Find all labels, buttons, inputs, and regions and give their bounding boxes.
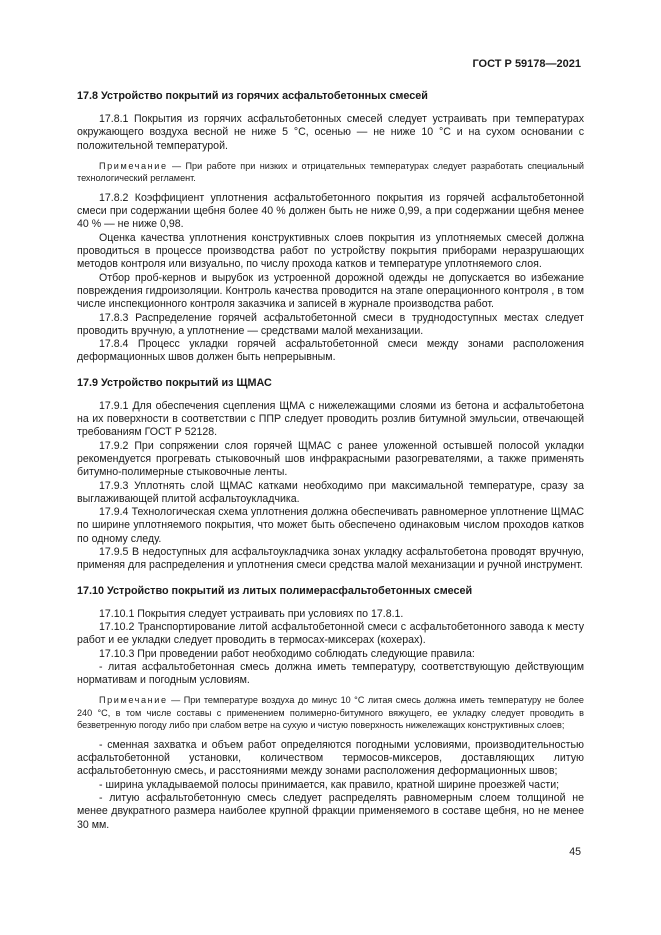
note-17-10 bbox=[77, 694, 584, 732]
paragraph-17-8-2: 17.8.2 Коэффициент уплотнения асфальтобетонного покрытия из горячей асфальтобетонной смеси при содержании щебня более 40 % должен быть не ниже 0,99, а при содержании щебня менее 40 % — не ниже 0,98. bbox=[77, 191, 584, 231]
page-number: 45 bbox=[569, 846, 581, 858]
paragraph-17-8-4: 17.8.4 Процесс укладки горячей асфальтобетонной смеси между зонами расположения деформационных швов должен быть непрерывным. bbox=[77, 338, 584, 364]
paragraph-17-8-3: 17.8.3 Распределение горячей асфальтобетонной смеси в труднодоступных местах следует проводить вручную, а уплотнение — средствами малой механизации. bbox=[77, 311, 584, 337]
note-label: Примечание bbox=[99, 160, 168, 171]
paragraph-17-9-3: 17.9.3 Уплотнять слой ЩМАС катками необходимо при максимальной температуре, сразу за выглаживающей плитой асфальтоукладчика. bbox=[77, 479, 584, 505]
section-heading-17-9: 17.9 Устройство покрытий из ЩМАС bbox=[77, 376, 272, 389]
paragraph-17-10-1: 17.10.1 Покрытия следует устраивать при условиях по 17.8.1. bbox=[99, 607, 404, 620]
document-body bbox=[77, 90, 584, 832]
paragraph-17-9-1: 17.9.1 Для обеспечения сцепления ЩМА с нижележащими слоями из бетона и асфальтобетона на их поверхности в соответствии с ППР следует проводить розлив битумной эмульсии, отвечающей требованиям ГОСТ Р 52128. bbox=[77, 399, 584, 439]
paragraph-17-9-5: 17.9.5 В недоступных для асфальтоукладчика зонах укладку асфальтобетона проводят вручную, применяя для распределения и уплотнения смеси средства малой механизации и ручной инструмент. bbox=[77, 546, 584, 572]
paragraph-17-8-1: 17.8.1 Покрытия из горячих асфальтобетонных смесей следует устраивать при температурах окружающего воздуха весной не ниже 5 °С, осенью — не ниже 10 °С и на сухом основании с положительной температурой. bbox=[77, 113, 584, 152]
list-item-work-scope: - сменная захватка и объем работ определяются погодными условиями, производительностью асфальтобетонной установки, количеством термосов-миксеров, доставляющих литую асфальтобетонную смесь, и расстояниями между зонами расположения деформационных швов; bbox=[77, 738, 584, 778]
list-item-temperature: - литая асфальтобетонная смесь должна иметь температуру, соответствующую действующим нормативам и погодным условиям. bbox=[77, 660, 584, 687]
paragraph-17-9-2: 17.9.2 При сопряжении слоя горячей ЩМАС с ранее уложенной остывшей полосой укладки рекомендуется прогревать стыковочный шов инфракрасными разогревателями, а также применять битумно-полимерные стыковочные ленты. bbox=[77, 439, 584, 479]
note-label: Примечание bbox=[99, 695, 168, 706]
note-17-8 bbox=[77, 160, 584, 185]
note-text: — При работе при низких и отрицательных температурах следует разработать специальный технологический регламент. bbox=[77, 160, 584, 184]
paragraph-17-10-2: 17.10.2 Транспортирование литой асфальтобетонной смеси с асфальтобетонного завода к месту работ и ее укладки следует проводить в термосах-миксерах (кохерах). bbox=[77, 620, 584, 647]
list-item-layer-thickness: - литую асфальтобетонную смесь следует распределять равномерным слоем толщиной не менее двукратного размера наиболее крупной фракции применяемого в составе щебня, но не менее 30 мм. bbox=[77, 792, 584, 831]
paragraph-17-10-3: 17.10.3 При проведении работ необходимо соблюдать следующие правила: bbox=[99, 647, 475, 660]
note-text: — При температуре воздуха до минус 10 °С литая смесь должна иметь температуру не более 240 °С, в том числе составы с применением полимерно-битумного вяжущего, ее укладку следует проводить в безветренную погоду либо при слабом ветре на сухую и чистую поверхность нижележащих конструктивных слоев; bbox=[77, 695, 584, 731]
section-heading-17-10: 17.10 Устройство покрытий из литых полимерасфальтобетонных смесей bbox=[77, 584, 473, 597]
document-standard-number: ГОСТ Р 59178—2021 bbox=[472, 58, 581, 70]
paragraph-quality-assessment: Оценка качества уплотнения конструктивных слоев покрытия из уплотняемых смесей должна проводиться в процессе производства работ по устройству покрытия приборами неразрушающих методов контроля или визуально, по числу прохода катков и температуре уплотняемого слоя. bbox=[77, 231, 584, 271]
list-item-lane-width: - ширина укладываемой полосы принимается, как правило, кратной ширине проезжей части; bbox=[99, 778, 560, 791]
paragraph-17-9-4: 17.9.4 Технологическая схема уплотнения должна обеспечивать равномерное уплотнение ЩМАС по ширине уплотняемого покрытия, что может быть обеспечено одинаковым числом проходов катков по одному следу. bbox=[77, 506, 584, 545]
paragraph-core-sampling: Отбор проб-кернов и вырубок из устроенной дорожной одежды не допускается во избежание повреждения гидроизоляции. Контроль качества проводится на этапе операционного контроля , в том числе инспекционного контроля заказчика и записей в журнале производства работ. bbox=[77, 271, 584, 311]
section-heading-17-8: 17.8 Устройство покрытий из горячих асфальтобетонных смесей bbox=[77, 90, 428, 102]
